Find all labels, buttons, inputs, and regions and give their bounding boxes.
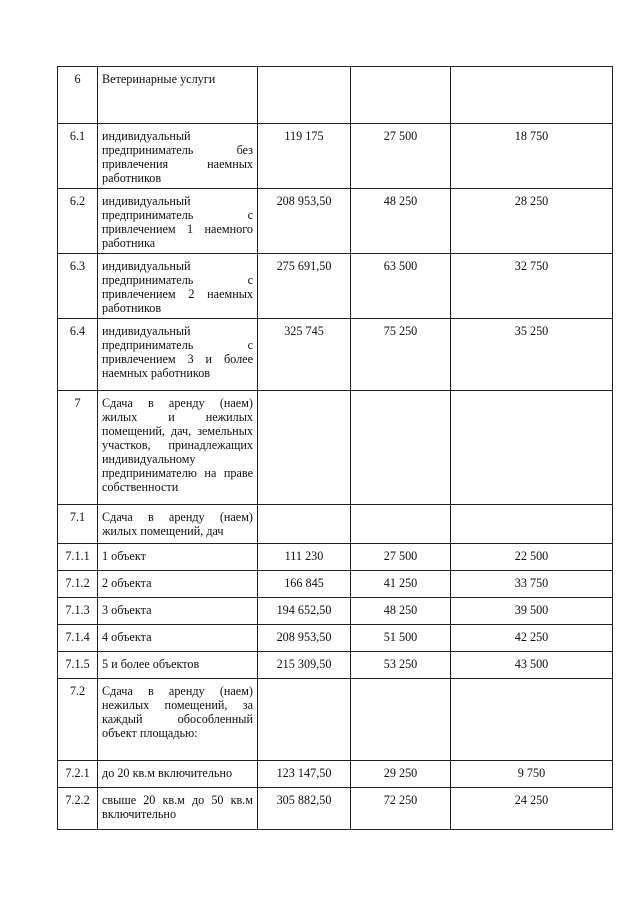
row-value-1: 208 953,50	[258, 625, 351, 652]
table-row	[58, 571, 613, 598]
row-description: 4 объекта	[98, 625, 258, 652]
row-value-3	[451, 679, 613, 761]
row-number: 6.2	[58, 189, 98, 254]
row-value-2: 48 250	[351, 189, 451, 254]
row-description: 1 объект	[98, 544, 258, 571]
table-row	[58, 124, 613, 189]
row-number: 6.3	[58, 254, 98, 319]
row-value-1: 111 230	[258, 544, 351, 571]
table-row	[58, 319, 613, 391]
row-value-2	[351, 391, 451, 505]
row-value-3: 43 500	[451, 652, 613, 679]
row-number: 7	[58, 391, 98, 505]
row-description: свыше 20 кв.м до 50 кв.м включительно	[98, 788, 258, 830]
row-value-1: 166 845	[258, 571, 351, 598]
row-value-3	[451, 391, 613, 505]
row-number: 6.4	[58, 319, 98, 391]
row-value-3	[451, 67, 613, 124]
row-description: индивидуальный предприниматель с привлечением 2 наемных работников	[98, 254, 258, 319]
row-value-2: 27 500	[351, 124, 451, 189]
table-row	[58, 598, 613, 625]
row-number: 7.1.1	[58, 544, 98, 571]
row-description: индивидуальный предприниматель с привлечением 3 и более наемных работников	[98, 319, 258, 391]
row-number: 7.2.2	[58, 788, 98, 830]
row-number: 7.1.4	[58, 625, 98, 652]
row-value-2: 29 250	[351, 761, 451, 788]
row-value-3: 42 250	[451, 625, 613, 652]
row-description: 5 и более объектов	[98, 652, 258, 679]
row-value-1: 275 691,50	[258, 254, 351, 319]
row-value-2: 48 250	[351, 598, 451, 625]
row-description: Сдача в аренду (наем) жилых и нежилых помещений, дач, земельных участков, принадлежащих индивидуальному предпринимателю на праве собственности	[98, 391, 258, 505]
row-value-1	[258, 391, 351, 505]
row-description: 2 объекта	[98, 571, 258, 598]
table-row	[58, 761, 613, 788]
row-value-3: 9 750	[451, 761, 613, 788]
row-value-2: 75 250	[351, 319, 451, 391]
row-value-3: 39 500	[451, 598, 613, 625]
table-row	[58, 505, 613, 544]
table-row	[58, 189, 613, 254]
row-value-3	[451, 505, 613, 544]
row-value-1	[258, 67, 351, 124]
table-row	[58, 625, 613, 652]
row-value-1: 119 175	[258, 124, 351, 189]
row-value-3: 28 250	[451, 189, 613, 254]
row-value-2	[351, 679, 451, 761]
row-description: Сдача в аренду (наем) нежилых помещений, за каждый обособленный объект площадью:	[98, 679, 258, 761]
row-value-2: 27 500	[351, 544, 451, 571]
row-description: Ветеринарные услуги	[98, 67, 258, 124]
row-value-1: 194 652,50	[258, 598, 351, 625]
row-value-2	[351, 505, 451, 544]
row-description: до 20 кв.м включительно	[98, 761, 258, 788]
row-description: индивидуальный предприниматель без привлечения наемных работников	[98, 124, 258, 189]
row-value-2	[351, 67, 451, 124]
row-value-1: 305 882,50	[258, 788, 351, 830]
row-value-1	[258, 505, 351, 544]
row-description: Сдача в аренду (наем) жилых помещений, дач	[98, 505, 258, 544]
row-value-2: 63 500	[351, 254, 451, 319]
row-value-1: 325 745	[258, 319, 351, 391]
row-number: 7.1.3	[58, 598, 98, 625]
row-value-3: 24 250	[451, 788, 613, 830]
row-value-2: 72 250	[351, 788, 451, 830]
table-row	[58, 679, 613, 761]
row-number: 6	[58, 67, 98, 124]
table-row	[58, 391, 613, 505]
row-value-1	[258, 679, 351, 761]
row-number: 7.2.1	[58, 761, 98, 788]
row-number: 7.2	[58, 679, 98, 761]
tariff-table	[57, 66, 613, 830]
row-number: 7.1	[58, 505, 98, 544]
row-value-2: 51 500	[351, 625, 451, 652]
row-description: 3 объекта	[98, 598, 258, 625]
table-row	[58, 67, 613, 124]
row-value-2: 41 250	[351, 571, 451, 598]
row-description: индивидуальный предприниматель с привлечением 1 наемного работника	[98, 189, 258, 254]
tariff-table-body	[58, 67, 613, 830]
row-value-2: 53 250	[351, 652, 451, 679]
table-row	[58, 788, 613, 830]
table-row	[58, 652, 613, 679]
row-value-3: 35 250	[451, 319, 613, 391]
row-value-3: 22 500	[451, 544, 613, 571]
row-value-3: 18 750	[451, 124, 613, 189]
row-value-1: 208 953,50	[258, 189, 351, 254]
row-value-1: 123 147,50	[258, 761, 351, 788]
row-number: 7.1.2	[58, 571, 98, 598]
row-number: 7.1.5	[58, 652, 98, 679]
table-row	[58, 544, 613, 571]
table-row	[58, 254, 613, 319]
row-value-1: 215 309,50	[258, 652, 351, 679]
row-value-3: 33 750	[451, 571, 613, 598]
row-value-3: 32 750	[451, 254, 613, 319]
row-number: 6.1	[58, 124, 98, 189]
